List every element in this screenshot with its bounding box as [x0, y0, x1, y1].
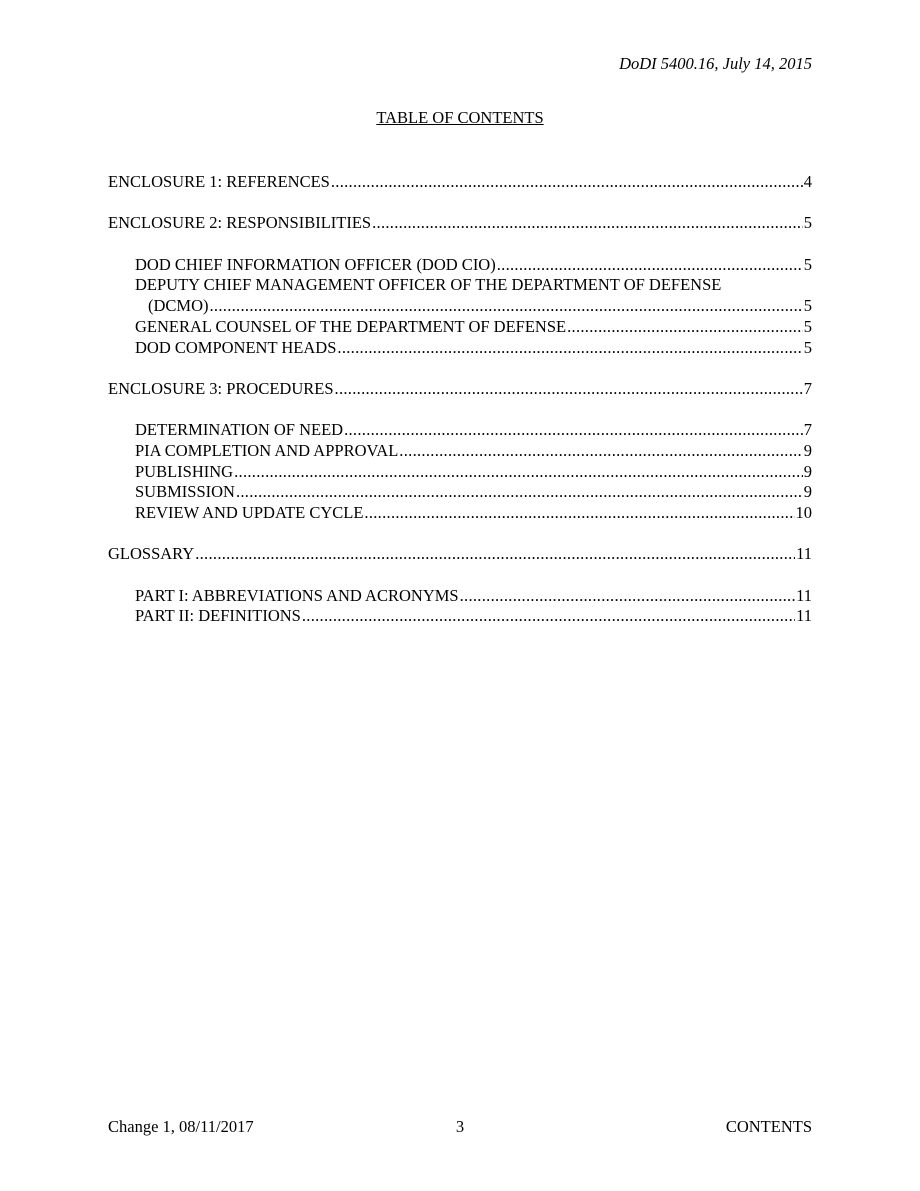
dot-leader [234, 462, 803, 483]
toc-entry-review-update-cycle[interactable] [108, 503, 812, 524]
footer-section-name: CONTENTS [725, 1117, 812, 1136]
toc-page-number: 11 [796, 544, 812, 564]
toc-label: PUBLISHING [135, 461, 234, 481]
toc-entry-abbreviations[interactable] [108, 586, 812, 607]
dot-leader [337, 338, 802, 359]
toc-page-number: 4 [803, 172, 812, 191]
toc-page-number: 5 [803, 254, 812, 274]
toc-entry-dcmo[interactable] [108, 275, 812, 316]
dot-leader [567, 317, 803, 338]
toc-entry-glossary[interactable] [108, 544, 812, 565]
toc-label: PART I: ABBREVIATIONS AND ACRONYMS [135, 585, 459, 605]
toc-page-number: 10 [795, 503, 812, 522]
dot-leader [236, 482, 803, 503]
dot-leader [335, 379, 803, 400]
dot-leader [364, 503, 794, 524]
toc-label: REVIEW AND UPDATE CYCLE [135, 503, 364, 522]
dot-leader [460, 586, 796, 607]
toc-page-number: 9 [803, 482, 812, 502]
dot-leader [210, 296, 803, 317]
dot-leader [302, 606, 795, 627]
toc-page-number: 5 [803, 337, 812, 357]
toc-entry-enclosure-2[interactable] [108, 213, 812, 234]
toc-label: GENERAL COUNSEL OF THE DEPARTMENT OF DEFENSE [135, 316, 567, 336]
toc-entry-enclosure-3[interactable] [108, 379, 812, 400]
toc-entry-component-heads[interactable] [108, 338, 812, 359]
toc-page-number: 7 [803, 420, 812, 440]
dot-leader [497, 255, 803, 276]
toc-page-number: 7 [803, 378, 812, 398]
page-title: TABLE OF CONTENTS [376, 108, 544, 127]
toc-entry-definitions[interactable] [108, 606, 812, 627]
footer-change-note: Change 1, 08/11/2017 [108, 1117, 254, 1136]
table-of-contents [108, 172, 812, 627]
dot-leader [331, 172, 803, 193]
toc-page-number: 11 [796, 585, 812, 605]
toc-page-number: 9 [803, 461, 812, 481]
toc-label-line-2: (DCMO) [148, 296, 209, 316]
dot-leader [344, 420, 803, 441]
toc-entry-general-counsel[interactable] [108, 317, 812, 338]
toc-page-number: 11 [796, 606, 812, 626]
toc-label: SUBMISSION [135, 482, 235, 502]
toc-label: PIA COMPLETION AND APPROVAL [135, 440, 399, 460]
toc-label: ENCLOSURE 2: RESPONSIBILITIES [108, 213, 372, 233]
toc-label: PART II: DEFINITIONS [135, 606, 301, 626]
toc-entry-dod-cio[interactable] [108, 255, 812, 276]
toc-label: DOD COMPONENT HEADS [135, 337, 337, 357]
toc-label: DOD CHIEF INFORMATION OFFICER (DOD CIO) [135, 254, 496, 274]
toc-label-line-1: DEPUTY CHIEF MANAGEMENT OFFICER OF THE DEPARTMENT OF DEFENSE [135, 275, 722, 295]
toc-label: GLOSSARY [108, 544, 195, 564]
toc-page-number: 5 [803, 296, 812, 316]
toc-entry-publishing[interactable] [108, 462, 812, 483]
dot-leader [372, 213, 803, 234]
toc-label: ENCLOSURE 3: PROCEDURES [108, 378, 334, 398]
toc-entry-pia-completion[interactable] [108, 441, 812, 462]
toc-label: ENCLOSURE 1: REFERENCES [108, 172, 330, 191]
dot-leader [399, 441, 802, 462]
document-header: DoDI 5400.16, July 14, 2015 [619, 54, 812, 73]
toc-entry-determination-of-need[interactable] [108, 420, 812, 441]
footer-page-number: 3 [455, 1117, 465, 1136]
toc-entry-enclosure-1[interactable] [108, 172, 812, 193]
toc-page-number: 9 [803, 440, 812, 460]
toc-entry-submission[interactable] [108, 482, 812, 503]
toc-page-number: 5 [803, 316, 812, 336]
dot-leader [195, 544, 795, 565]
toc-page-number: 5 [803, 213, 812, 233]
toc-label: DETERMINATION OF NEED [135, 420, 344, 440]
